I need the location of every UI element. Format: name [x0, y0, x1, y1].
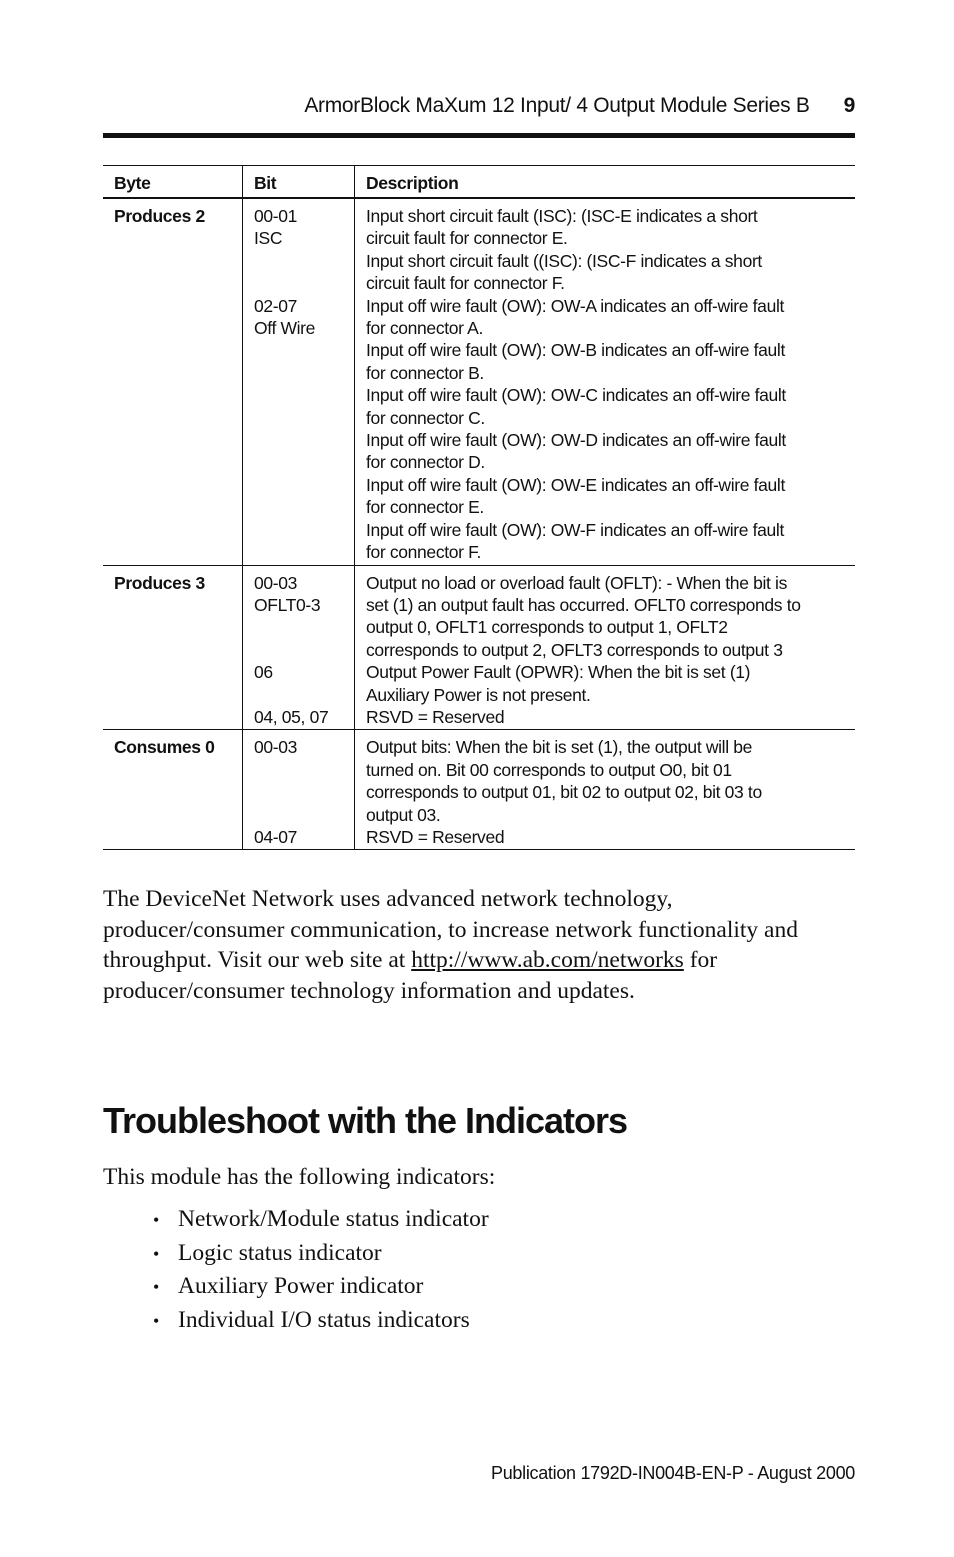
description-line: Input off wire fault (OW): OW-B indicates an off-wire fault	[366, 340, 785, 361]
bit-line: Off Wire	[254, 318, 316, 338]
description-line: corresponds to output 01, bit 02 to output 02, bit 03 to	[366, 782, 762, 803]
bullet-icon: •	[153, 1310, 160, 1331]
list-item	[153, 1273, 489, 1307]
bit-line: 02-07	[254, 295, 298, 316]
bullet-icon: •	[153, 1243, 160, 1264]
bit-line: 04-07	[254, 826, 298, 847]
description-line: Input off wire fault (OW): OW-D indicates an off-wire fault	[366, 430, 786, 451]
byte-cell: Produces 2	[103, 198, 243, 565]
column-header-description: Description	[355, 166, 856, 199]
section-title: Troubleshoot with the Indicators	[103, 1100, 628, 1141]
running-header	[103, 94, 855, 118]
bit-line	[254, 616, 354, 638]
byte-cell: Consumes 0	[103, 730, 243, 850]
paragraph-text-start: The DeviceNet Network uses advanced network technology, producer/consumer communication, to increase network functionality and throughput. Visit our web site at	[103, 886, 798, 974]
description-line: RSVD = Reserved	[366, 826, 505, 847]
bit-line	[254, 804, 354, 826]
byte-cell: Produces 3	[103, 565, 243, 730]
networks-link[interactable]: http://www.ab.com/networks	[411, 947, 684, 974]
description-line: for connector D.	[366, 452, 485, 473]
description-line: RSVD = Reserved	[366, 706, 505, 727]
paragraph-text-end: for producer/consumer technology information and updates.	[103, 947, 718, 1005]
bullet-icon: •	[153, 1210, 160, 1230]
indicator-label: Auxiliary Power indicator	[178, 1273, 424, 1300]
indicator-label: Network/Module status indicator	[178, 1206, 489, 1232]
description-line: circuit fault for connector F.	[366, 273, 565, 294]
bit-cell	[243, 198, 355, 565]
bit-cell	[243, 730, 355, 850]
table-row	[103, 565, 855, 730]
bit-line: OFLT0-3	[254, 594, 321, 615]
bit-description-table	[103, 165, 855, 850]
description-line: for connector B.	[366, 362, 484, 383]
list-item	[153, 1206, 489, 1240]
description-line: Input short circuit fault ((ISC): (ISC-F indicates a short	[366, 250, 762, 271]
indicator-label: Individual I/O status indicators	[178, 1306, 470, 1333]
indicator-label: Logic status indicator	[178, 1239, 382, 1266]
description-cell	[355, 198, 856, 565]
running-header-title: ArmorBlock MaXum 12 Input/ 4 Output Module Series B	[304, 94, 810, 117]
bit-line: 04, 05, 07	[254, 706, 329, 727]
bit-line	[254, 759, 354, 781]
column-header-byte: Byte	[103, 166, 243, 199]
bit-cell	[243, 565, 355, 730]
description-line: for connector C.	[366, 407, 485, 428]
bit-line: 06	[254, 662, 273, 683]
description-cell	[355, 730, 856, 850]
bit-line	[254, 272, 354, 294]
bit-line: 00-03	[254, 572, 298, 593]
description-line: for connector A.	[366, 318, 483, 339]
bullet-icon: •	[153, 1277, 160, 1298]
description-line: corresponds to output 2, OFLT3 corresponds to output 3	[366, 639, 783, 660]
description-line: for connector E.	[366, 497, 484, 518]
table-row	[103, 198, 855, 565]
section-intro: This module has the following indicators:	[103, 1164, 496, 1190]
bit-line	[254, 250, 354, 272]
description-line: set (1) an output fault has occurred. OFLT0 corresponds to	[366, 594, 801, 615]
page-number: 9	[843, 94, 855, 117]
description-line: Output bits: When the bit is set (1), the output will be	[366, 737, 753, 758]
table-row	[103, 730, 855, 850]
bit-line	[254, 684, 354, 706]
indicator-list	[153, 1206, 489, 1340]
bit-line	[254, 781, 354, 803]
description-line: Output no load or overload fault (OFLT): - When the bit is	[366, 572, 787, 593]
publication-footer: Publication 1792D-IN004B-EN-P - August 2000	[491, 1463, 855, 1483]
description-line: Input short circuit fault (ISC): (ISC-E indicates a short	[366, 206, 758, 226]
bit-line: 00-01	[254, 206, 298, 226]
description-cell	[355, 565, 856, 730]
network-paragraph	[103, 884, 855, 1007]
description-line: Input off wire fault (OW): OW-C indicates an off-wire fault	[366, 385, 786, 406]
bit-line	[254, 639, 354, 661]
description-line: Input off wire fault (OW): OW-E indicates an off-wire fault	[366, 474, 785, 495]
description-line: output 03.	[366, 804, 441, 825]
list-item	[153, 1307, 489, 1341]
description-line: output 0, OFLT1 corresponds to output 1, OFLT2	[366, 617, 728, 638]
header-rule	[103, 133, 855, 138]
description-line: Input off wire fault (OW): OW-A indicates an off-wire fault	[366, 295, 784, 316]
description-line: Auxiliary Power is not present.	[366, 684, 591, 705]
description-line: for connector F.	[366, 542, 482, 563]
bit-line: ISC	[254, 228, 283, 249]
description-line: Input off wire fault (OW): OW-F indicates an off-wire fault	[366, 519, 784, 540]
table-header-row	[103, 166, 855, 199]
bit-line: 00-03	[254, 737, 298, 758]
description-line: Output Power Fault (OPWR): When the bit is set (1)	[366, 662, 751, 683]
column-header-bit: Bit	[243, 166, 355, 199]
list-item	[153, 1240, 489, 1274]
description-line: turned on. Bit 00 corresponds to output O0, bit 01	[366, 759, 732, 780]
description-line: circuit fault for connector E.	[366, 228, 568, 249]
